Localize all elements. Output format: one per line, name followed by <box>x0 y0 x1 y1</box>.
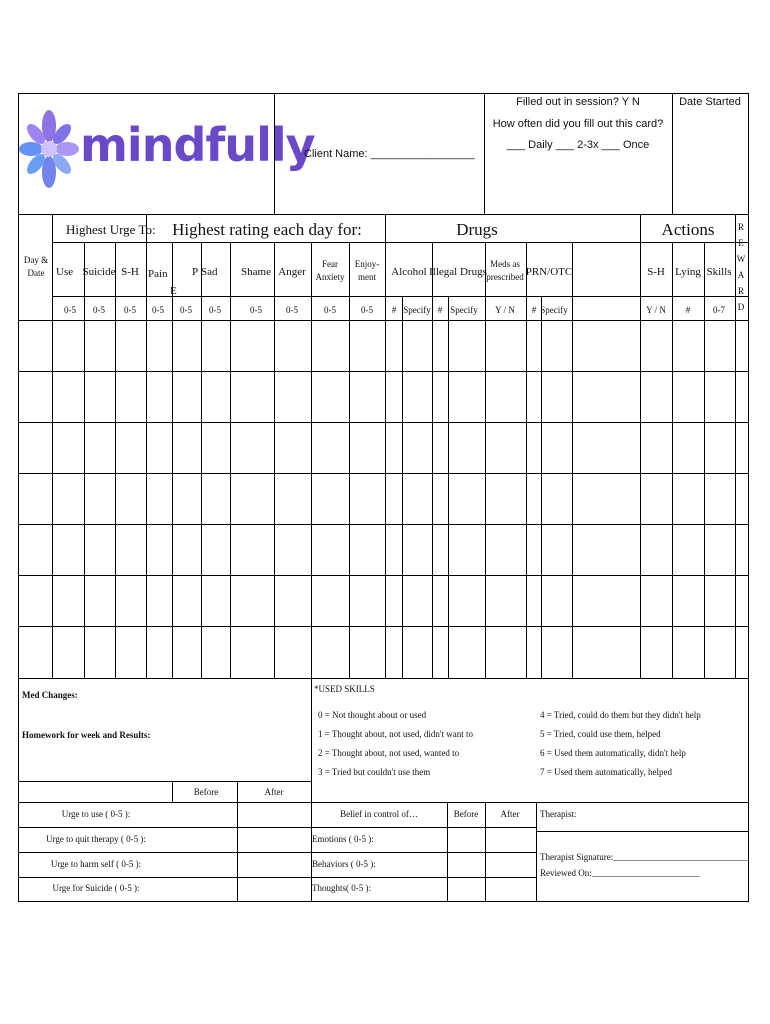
actions-title: Actions <box>661 220 715 239</box>
client-name[interactable]: Client Name: _________________ <box>304 148 475 160</box>
col-sh: S-H <box>121 266 139 278</box>
col-day-date: Day & Date <box>23 255 49 278</box>
med-changes-label: Med Changes: <box>22 690 78 700</box>
homework-label: Homework for week and Results: <box>22 730 151 740</box>
used-skills-title: *USED SKILLS <box>314 684 375 694</box>
belief-emotions: Emotions ( 0-5 ): <box>312 834 374 844</box>
belief-header: Belief in control of… <box>340 809 418 819</box>
col-lying: Lying <box>675 266 701 278</box>
col-actions-sh: S-H <box>647 266 665 278</box>
logo-text: mindfully <box>80 118 315 172</box>
col-meds: Meds as prescribed <box>486 259 524 282</box>
col-illegal-drugs: Illegal Drugs <box>429 266 487 278</box>
after-header: After <box>264 787 284 797</box>
date-started: Date Started <box>679 96 741 108</box>
how-often: How often did you fill out this card? <box>492 118 664 130</box>
col-pe-p: P <box>192 266 199 278</box>
therapist-label[interactable]: Therapist: <box>540 809 577 819</box>
urge-use-label: Urge to use ( 0-5 ): <box>61 809 131 819</box>
col-suicide: Suicide <box>82 266 116 278</box>
belief-thoughts: Thoughts( 0-5 ): <box>312 883 371 893</box>
col-pain: Pain <box>148 268 168 280</box>
belief-before-header: Before <box>453 809 479 819</box>
col-use: Use <box>56 266 74 278</box>
col-sad: Sad <box>201 266 218 278</box>
urge-harm-label: Urge to harm self ( 0-5 ): <box>50 859 142 869</box>
col-enjoyment: Enjoy- ment <box>354 259 380 282</box>
urge-suicide-label: Urge for Suicide ( 0-5 ): <box>52 883 140 893</box>
reviewed-on[interactable]: Reviewed On:________________________ <box>540 868 700 878</box>
col-alcohol: Alcohol <box>391 266 427 278</box>
highest-rating-title: Highest rating each day for: <box>172 220 362 239</box>
filled-out-in-session: Filled out in session? Y N <box>516 96 640 108</box>
urge-quit-label: Urge to quit therapy ( 0-5 ): <box>46 834 146 844</box>
col-skills: Skills <box>706 266 732 278</box>
col-shame: Shame <box>241 266 271 278</box>
col-pe-e: E <box>170 285 177 297</box>
therapist-signature[interactable]: Therapist Signature:______________________________ <box>540 852 749 862</box>
frequency-options[interactable]: ___ Daily ___ 2-3x ___ Once <box>506 139 650 151</box>
col-prn-otc: PRN/OTC <box>525 266 573 278</box>
before-header: Before <box>193 787 219 797</box>
drugs-title: Drugs <box>456 220 498 239</box>
belief-after-header: After <box>500 809 520 819</box>
highest-urge-title: Highest Urge To: <box>66 222 156 237</box>
col-fear-anxiety: Fear Anxiety <box>315 259 345 282</box>
col-anger: Anger <box>278 266 306 278</box>
belief-behaviors: Behaviors ( 0-5 ): <box>312 859 376 869</box>
